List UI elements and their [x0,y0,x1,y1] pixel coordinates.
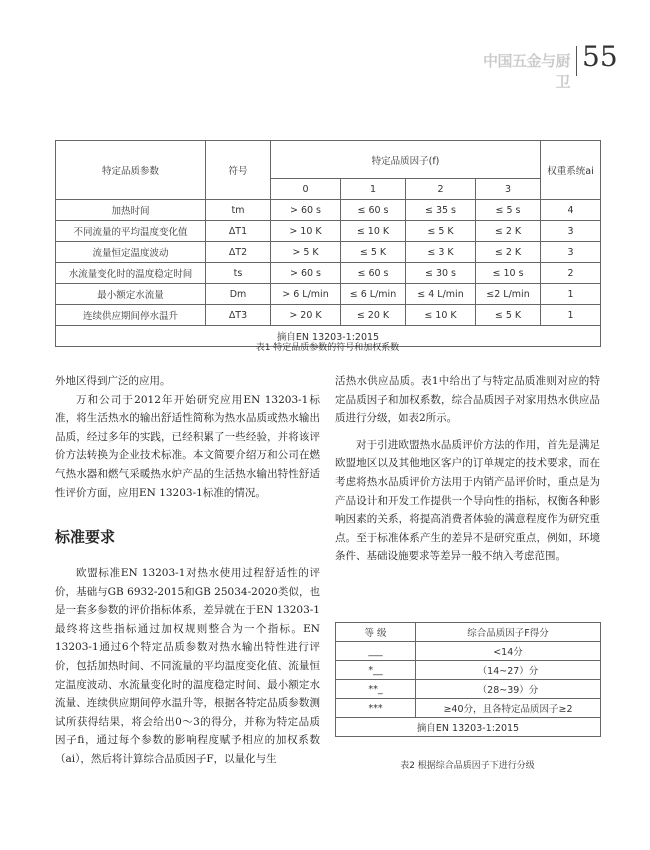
table2-caption: 表2 根据综合品质因子下进行分级 [400,761,535,771]
table-header-row [336,623,601,642]
table-row [336,661,601,680]
grade-cell: **_ [336,680,416,699]
value-cell: > 60 s [271,200,341,221]
header-level: 3 [476,179,541,200]
header-factor-group: 特定品质因子(f) [271,141,541,179]
symbol-cell: ΔT3 [206,305,271,326]
param-cell: 流量恒定温度波动 [56,242,206,263]
table-row [336,699,601,718]
weight-cell: 1 [541,284,601,305]
value-cell: > 5 K [271,242,341,263]
value-cell: > 10 K [271,221,341,242]
value-cell: ≤ 5 K [406,221,476,242]
table-source-row [336,718,601,737]
header-level: 1 [341,179,406,200]
header-weight: 权重系统ai [541,141,601,200]
weight-cell: 1 [541,305,601,326]
value-cell: ≤ 5 K [341,242,406,263]
body-text-left-top [55,372,320,502]
quality-parameter-table [55,140,601,347]
grade-cell: ___ [336,642,416,661]
table-row [336,642,601,661]
table1-caption: 表1 特定品质参数的符号和加权系数 [255,343,400,353]
body-text-right [335,372,600,566]
header-symbol: 符号 [206,141,271,200]
symbol-cell: Dm [206,284,271,305]
param-cell: 连续供应期间停水温升 [56,305,206,326]
value-cell: ≤ 10 K [341,221,406,242]
value-cell: ≤ 20 K [341,305,406,326]
param-cell: 不同流量的平均温度变化值 [56,221,206,242]
param-cell: 加热时间 [56,200,206,221]
page-number: 55 [582,40,618,73]
symbol-cell: ΔT1 [206,221,271,242]
paragraph: 欧盟标准EN 13203-1对热水使用过程舒适性的评价，基础与GB 6932-2015和GB 25034-2020类似，也是一套多参数的评价指标体系，差异就在于EN 13203-1最终将这些指标通过加权规则整合为一个指标。EN 13203-1通过6个特定品质参数对热水输出特性进行评价，包括加热时间、不同流量的平均温度变化值、流量恒定温度波动、水流量变化时的温度稳定时间、最小额定水流量、连续供应期间停水温升等，根据各特定品质参数测试所获得结果，将会给出0～3的得分，并称为特定品质因子fi，通过每个参数的影响程度赋予相应的加权系数（ai），然后将计算综合品质因子F，以量化与生 [55,567,320,765]
symbol-cell: tm [206,200,271,221]
table-source: 摘自EN 13203-1:2015 [56,326,601,347]
score-cell: （14~27）分 [416,661,601,680]
value-cell: ≤ 35 s [406,200,476,221]
grade-cell: *** [336,699,416,718]
value-cell: ≤ 10 s [476,263,541,284]
param-cell: 最小额定水流量 [56,284,206,305]
body-text-left-bottom [55,564,320,769]
value-cell: ≤ 4 L/min [406,284,476,305]
value-cell: ≤ 2 K [476,221,541,242]
value-cell: ≤ 5 K [476,305,541,326]
magazine-brand-logo: 中国五金与厨卫 [482,52,570,91]
value-cell: ≤2 L/min [476,284,541,305]
score-cell: （28~39）分 [416,680,601,699]
value-cell: ≤ 5 s [476,200,541,221]
weight-cell: 2 [541,263,601,284]
value-cell: ≤ 6 L/min [341,284,406,305]
grade-cell: *__ [336,661,416,680]
value-cell: ≤ 10 K [406,305,476,326]
header-score: 综合品质因子F得分 [416,623,601,642]
value-cell: > 6 L/min [271,284,341,305]
paragraph: 活热水供应品质。表1中给出了与特定品质准则对应的特定品质因子和加权系数，综合品质因子对家用热水供应品质进行分级，如表2所示。 [335,375,600,425]
value-cell: ≤ 3 K [406,242,476,263]
table-row [56,221,601,242]
value-cell: ≤ 60 s [341,200,406,221]
header-grade: 等 级 [336,623,416,642]
section-heading: 标准要求 [55,528,116,546]
table-row [56,263,601,284]
weight-cell: 3 [541,221,601,242]
table-row [56,200,601,221]
header-level: 2 [406,179,476,200]
symbol-cell: ts [206,263,271,284]
paragraph: 对于引进欧盟热水品质评价方法的作用，首先是满足欧盟地区以及其他地区客户的订单规定的技术要求，而在考虑将热水品质评价方法用于内销产品评价时，重点是为产品设计和开发工作提供一个导向性的指标，权衡各种影响因素的关系，将提高消费者体验的满意程度作为研究重点。至于标准体系产生的差异不是研究重点，例如，环境条件、基础设施要求等差异一般不纳入考虑范围。 [335,438,600,563]
symbol-cell: ΔT2 [206,242,271,263]
table-source: 摘自EN 13203-1:2015 [336,718,601,737]
paragraph: 外地区得到广泛的应用。 [55,375,171,387]
value-cell: > 20 K [271,305,341,326]
weight-cell: 3 [541,242,601,263]
value-cell: ≤ 2 K [476,242,541,263]
score-cell: <14分 [416,642,601,661]
header-divider [576,46,577,76]
header-level: 0 [271,179,341,200]
table-row [56,242,601,263]
table-row [56,305,601,326]
value-cell: ≤ 60 s [341,263,406,284]
value-cell: ≤ 30 s [406,263,476,284]
table-row [56,284,601,305]
param-cell: 水流量变化时的温度稳定时间 [56,263,206,284]
score-cell: ≥40分，且各特定品质因子≥2 [416,699,601,718]
weight-cell: 4 [541,200,601,221]
grade-table [335,622,601,737]
header-param: 特定品质参数 [56,141,206,200]
value-cell: > 60 s [271,263,341,284]
paragraph: 万和公司于2012年开始研究应用EN 13203-1标准，将生活热水的输出舒适性简称为热水品质或热水输出品质，经过多年的实践，已经积累了一些经验，并将该评价方法转换为企业技术标准。本文简要介绍万和公司在燃气热水器和燃气采暖热水炉产品的生活热水输出特性舒适性评价方面，应用EN 13203-1标准的情况。 [55,393,320,499]
table-row [336,680,601,699]
